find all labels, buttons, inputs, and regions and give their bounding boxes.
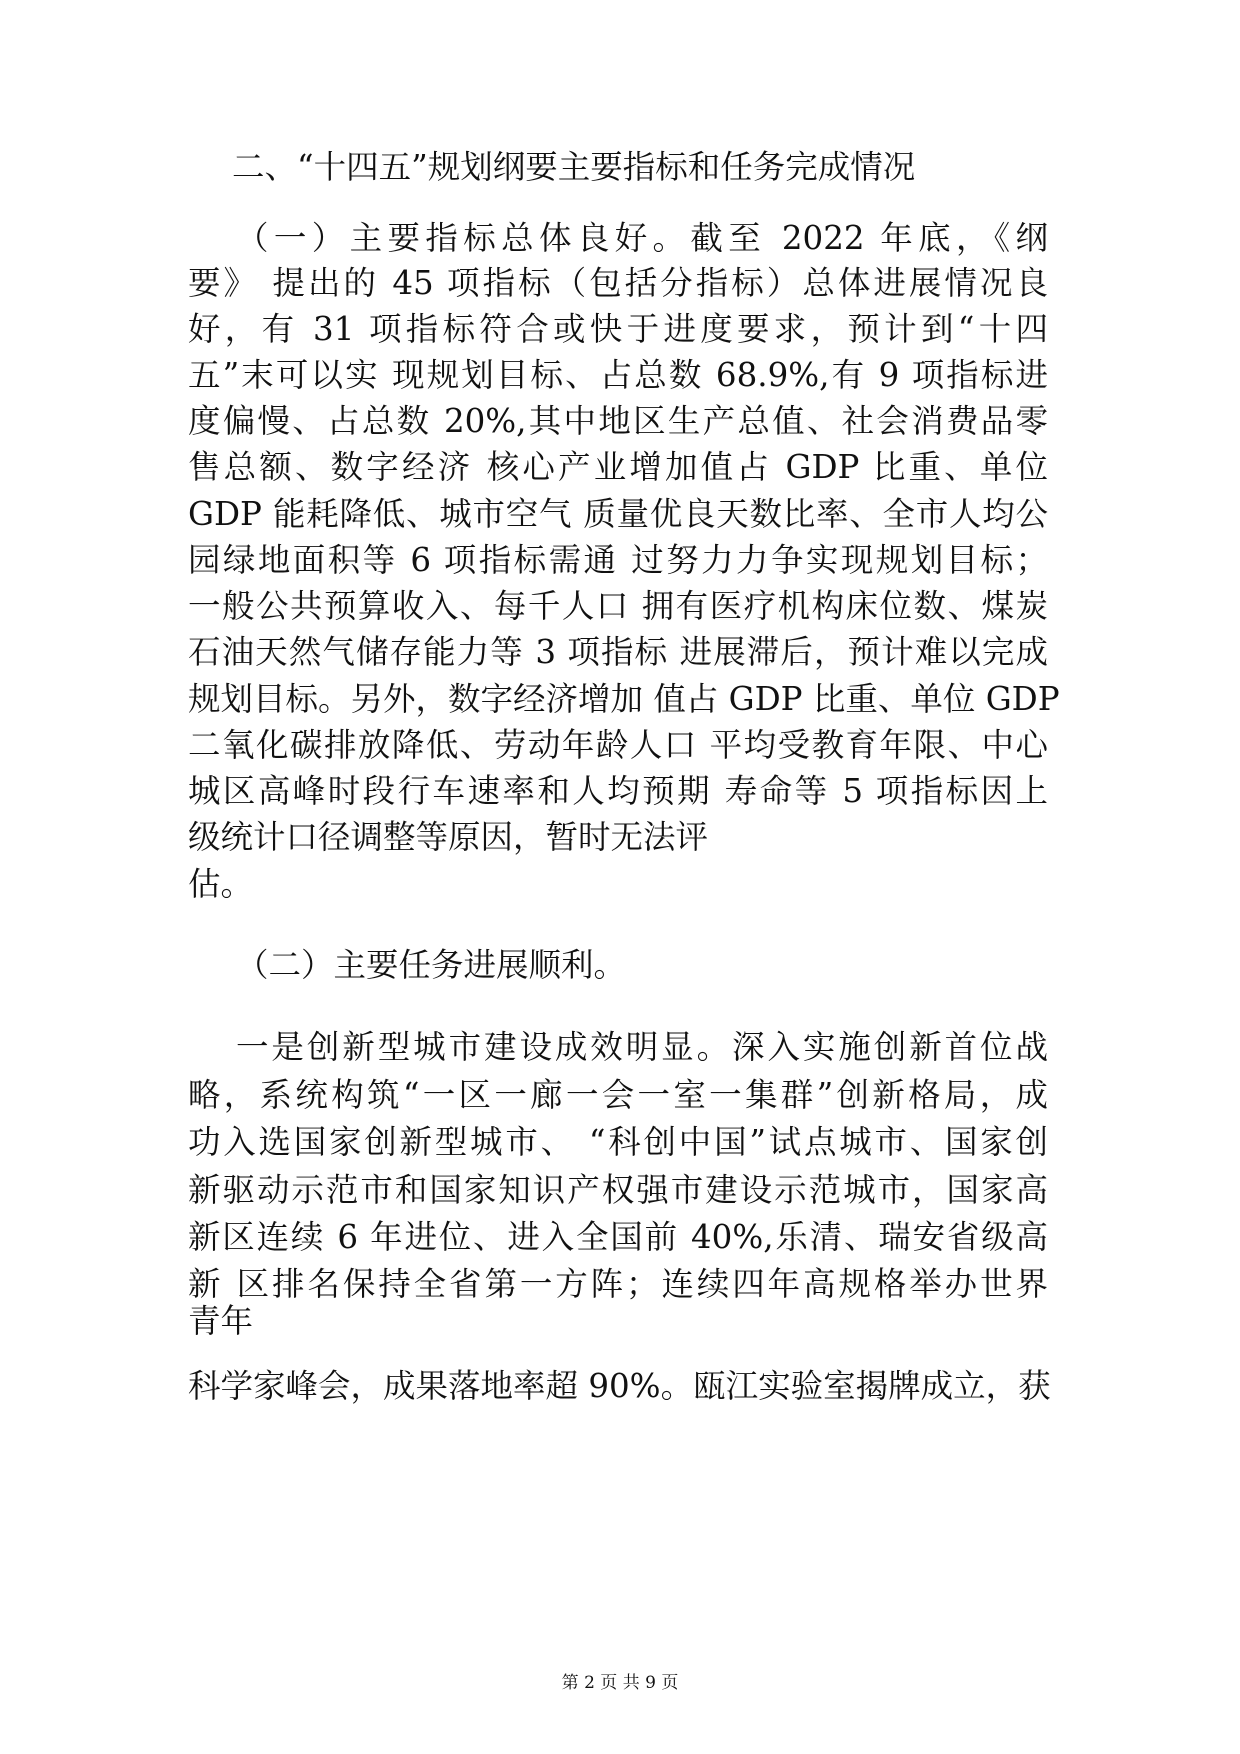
page-footer: 第 2 页 共 9 页	[561, 1673, 679, 1693]
subsection-heading: （二）主要任务进展顺利。	[236, 946, 627, 984]
paragraph-line: 售总额、数字经济 核心产业增加值占 GDP 比重、单位	[188, 448, 1048, 486]
paragraph-line: GDP 能耗降低、城市空气 质量优良天数比率、全市人均公	[188, 495, 1048, 533]
paragraph-line: 好，有 31 项指标符合或快于进度要求，预计到“十四	[188, 310, 1048, 348]
section-heading: 二、“十四五”规划纲要主要指标和任务完成情况	[232, 148, 916, 186]
paragraph-line: 略，系统构筑“一区一廊一会一室一集群”创新格局，成	[188, 1076, 1048, 1114]
paragraph-line: 园绿地面积等 6 项指标需通 过努力力争实现规划目标；	[188, 541, 1048, 579]
paragraph-line: 要》 提出的 45 项指标（包括分指标）总体进展情况良	[188, 264, 1048, 302]
paragraph-line: 石油天然气储存能力等 3 项指标 进展滞后，预计难以完成	[188, 633, 1048, 671]
paragraph-line: 一般公共预算收入、每千人口 拥有医疗机构床位数、煤炭	[188, 587, 1048, 625]
paragraph-line: 青年	[188, 1302, 254, 1340]
paragraph-line: 度偏慢、占总数 20%,其中地区生产总值、社会消费品零	[188, 402, 1048, 440]
paragraph-line: 二氧化碳排放降低、劳动年龄人口 平均受教育年限、中心	[188, 726, 1048, 764]
paragraph-line: （一）主要指标总体良好。截至 2022 年底，《纲	[236, 219, 1048, 257]
paragraph-line: 一是创新型城市建设成效明显。深入实施创新首位战	[236, 1028, 1048, 1066]
paragraph-line: 新驱动示范市和国家知识产权强市建设示范城市，国家高	[188, 1171, 1048, 1209]
paragraph-line: 新区连续 6 年进位、进入全国前 40%,乐清、瑞安省级高	[188, 1218, 1048, 1256]
paragraph-line: 级统计口径调整等原因，暂时无法评	[188, 818, 709, 856]
paragraph-line: 功入选国家创新型城市、 “科创中国”试点城市、国家创	[188, 1123, 1048, 1161]
paragraph-line: 五”末可以实 现规划目标、占总数 68.9%,有 9 项指标进	[188, 356, 1048, 394]
paragraph-line: 规划目标。另外，数字经济增加 值占 GDP 比重、单位 GDP	[188, 680, 1060, 718]
paragraph-line: 新 区排名保持全省第一方阵；连续四年高规格举办世界	[188, 1265, 1048, 1303]
paragraph-line: 城区高峰时段行车速率和人均预期 寿命等 5 项指标因上	[188, 772, 1048, 810]
paragraph-line: 估。	[188, 865, 254, 903]
paragraph-line: 科学家峰会，成果落地率超 90%。瓯江实验室揭牌成立，获	[188, 1367, 1051, 1405]
